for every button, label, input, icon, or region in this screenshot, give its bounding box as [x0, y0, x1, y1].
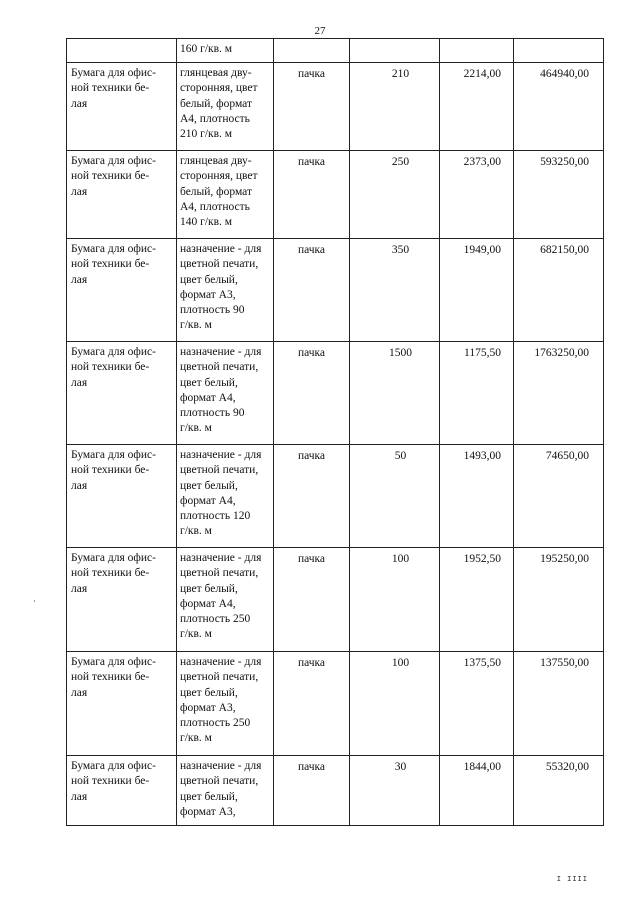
unit-cell [274, 39, 350, 63]
table-row [67, 756, 604, 826]
unit-price-cell: 1844,00 [440, 756, 514, 826]
table-row [67, 39, 604, 63]
total-sum-cell: 464940,00 [514, 63, 604, 151]
item-description-cell: глянцевая дву- сторонняя, цвет белый, формат А4, плотность 140 г/кв. м [177, 151, 274, 239]
quantity-cell: 100 [350, 652, 440, 756]
unit-price-cell: 1952,50 [440, 548, 514, 652]
item-name-cell: Бумага для офис- ной техники бе- лая [67, 239, 177, 342]
table-row [67, 151, 604, 239]
quantity-cell: 210 [350, 63, 440, 151]
unit-price-cell: 1493,00 [440, 445, 514, 548]
unit-price-cell: 2373,00 [440, 151, 514, 239]
quantity-cell [350, 39, 440, 63]
quantity-cell: 350 [350, 239, 440, 342]
unit-cell: пачка [274, 445, 350, 548]
procurement-table [66, 38, 604, 826]
unit-cell: пачка [274, 342, 350, 445]
item-description-cell: назначение - для цветной печати, цвет белый, формат А3, плотность 90 г/кв. м [177, 239, 274, 342]
item-description-cell: 160 г/кв. м [177, 39, 274, 63]
unit-price-cell [440, 39, 514, 63]
scan-mark: I IIII [556, 875, 588, 883]
table-row [67, 652, 604, 756]
unit-cell: пачка [274, 239, 350, 342]
table-row [67, 342, 604, 445]
item-description-cell: назначение - для цветной печати, цвет белый, формат А4, плотность 120 г/кв. м [177, 445, 274, 548]
quantity-cell: 50 [350, 445, 440, 548]
total-sum-cell: 55320,00 [514, 756, 604, 826]
item-name-cell: Бумага для офис- ной техники бе- лая [67, 151, 177, 239]
total-sum-cell: 1763250,00 [514, 342, 604, 445]
total-sum-cell: 74650,00 [514, 445, 604, 548]
page-number: 27 [314, 25, 326, 37]
item-name-cell: Бумага для офис- ной техники бе- лая [67, 342, 177, 445]
item-description-cell: назначение - для цветной печати, цвет белый, формат А3, [177, 756, 274, 826]
table-row [67, 548, 604, 652]
quantity-cell: 1500 [350, 342, 440, 445]
item-name-cell: Бумага для офис- ной техники бе- лая [67, 756, 177, 826]
item-description-cell: назначение - для цветной печати, цвет белый, формат А4, плотность 250 г/кв. м [177, 548, 274, 652]
item-name-cell: Бумага для офис- ной техники бе- лая [67, 63, 177, 151]
unit-cell: пачка [274, 151, 350, 239]
item-name-cell: Бумага для офис- ной техники бе- лая [67, 652, 177, 756]
unit-price-cell: 1375,50 [440, 652, 514, 756]
item-description-cell: назначение - для цветной печати, цвет белый, формат А4, плотность 90 г/кв. м [177, 342, 274, 445]
total-sum-cell [514, 39, 604, 63]
unit-cell: пачка [274, 652, 350, 756]
unit-cell: пачка [274, 756, 350, 826]
total-sum-cell: 682150,00 [514, 239, 604, 342]
total-sum-cell: 137550,00 [514, 652, 604, 756]
table-row [67, 239, 604, 342]
item-name-cell: Бумага для офис- ной техники бе- лая [67, 548, 177, 652]
total-sum-cell: 593250,00 [514, 151, 604, 239]
table-row [67, 445, 604, 548]
quantity-cell: 250 [350, 151, 440, 239]
quantity-cell: 100 [350, 548, 440, 652]
item-description-cell: назначение - для цветной печати, цвет белый, формат А3, плотность 250 г/кв. м [177, 652, 274, 756]
unit-cell: пачка [274, 63, 350, 151]
scan-speck [34, 600, 35, 602]
total-sum-cell: 195250,00 [514, 548, 604, 652]
unit-price-cell: 1949,00 [440, 239, 514, 342]
unit-cell: пачка [274, 548, 350, 652]
table-row [67, 63, 604, 151]
item-description-cell: глянцевая дву- сторонняя, цвет белый, формат А4, плотность 210 г/кв. м [177, 63, 274, 151]
quantity-cell: 30 [350, 756, 440, 826]
item-name-cell: Бумага для офис- ной техники бе- лая [67, 445, 177, 548]
item-name-cell [67, 39, 177, 63]
unit-price-cell: 1175,50 [440, 342, 514, 445]
unit-price-cell: 2214,00 [440, 63, 514, 151]
